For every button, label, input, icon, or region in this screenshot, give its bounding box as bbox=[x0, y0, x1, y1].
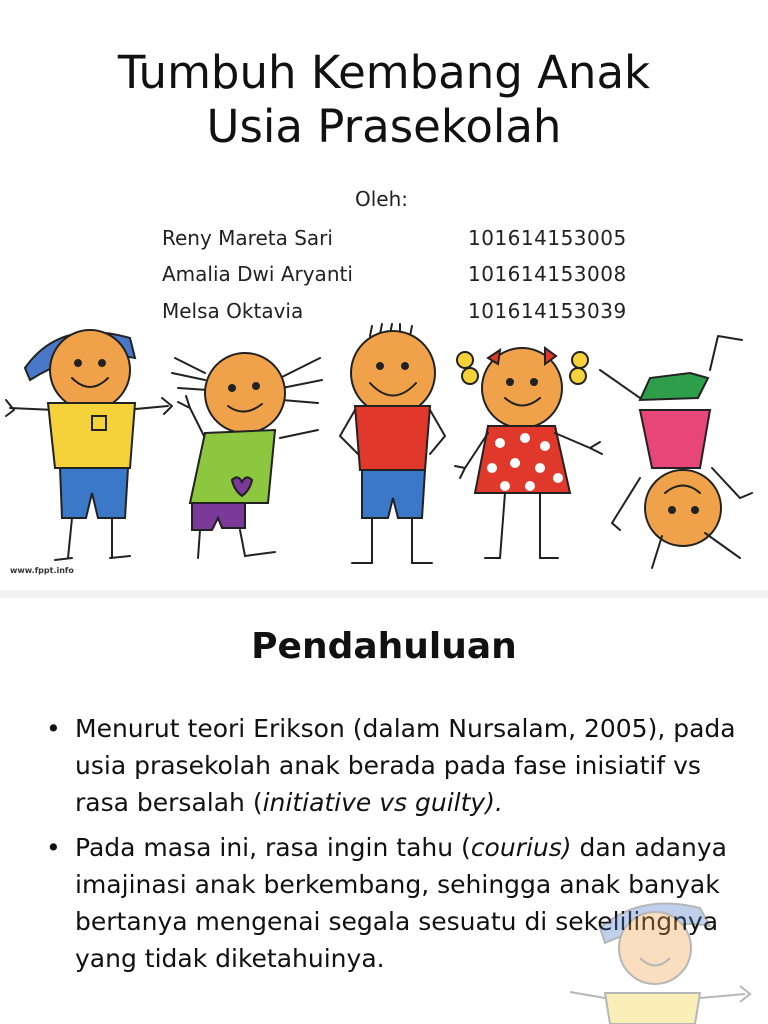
author-nim: 101614153005 bbox=[468, 226, 627, 250]
child-girl-polka-icon bbox=[455, 348, 602, 558]
child-cap-icon bbox=[6, 330, 172, 560]
child-boy-red-icon bbox=[340, 324, 445, 563]
bullet-dot-icon: • bbox=[46, 833, 61, 862]
bullet-text: Menurut teori Erikson (dalam Nursalam, 2005), pada usia prasekolah anak berada pada fase inisiatif vs rasa bersalah ( bbox=[75, 714, 736, 817]
watermark: www.fppt.info bbox=[10, 566, 74, 575]
bullet-dot-icon: • bbox=[46, 714, 61, 743]
slide-title bbox=[0, 46, 768, 154]
author-nim: 101614153008 bbox=[468, 262, 627, 286]
content-slide bbox=[0, 598, 768, 1024]
bullet-text-italic: initiative vs guilty). bbox=[262, 788, 503, 817]
author-nim: 101614153039 bbox=[468, 299, 627, 323]
author-name: Melsa Oktavia bbox=[162, 299, 304, 323]
children-illustration bbox=[0, 318, 768, 590]
child-girl-green-icon bbox=[172, 353, 322, 558]
bullet-text-italic: courius) bbox=[470, 833, 572, 862]
slide-heading: Pendahuluan bbox=[251, 626, 517, 667]
child-upside-down-icon bbox=[600, 336, 752, 568]
faint-child-illustration bbox=[560, 898, 768, 1024]
title-line-1: Tumbuh Kembang Anak bbox=[117, 46, 651, 99]
bullet-item bbox=[46, 710, 746, 821]
bullet-text: dan adanya imajinasi anak berkembang, sehingga anak banyak bertanya mengenai segala sesuatu di sekelilingnya yang tidak diketahuinya. bbox=[75, 833, 727, 973]
author-name: Amalia Dwi Aryanti bbox=[162, 262, 353, 286]
bullet-text: Pada masa ini, rasa ingin tahu ( bbox=[75, 833, 471, 862]
author-name: Reny Mareta Sari bbox=[162, 226, 333, 250]
title-line-2: Usia Prasekolah bbox=[206, 100, 562, 153]
slide-divider bbox=[0, 590, 768, 598]
by-label: Oleh: bbox=[355, 187, 409, 211]
